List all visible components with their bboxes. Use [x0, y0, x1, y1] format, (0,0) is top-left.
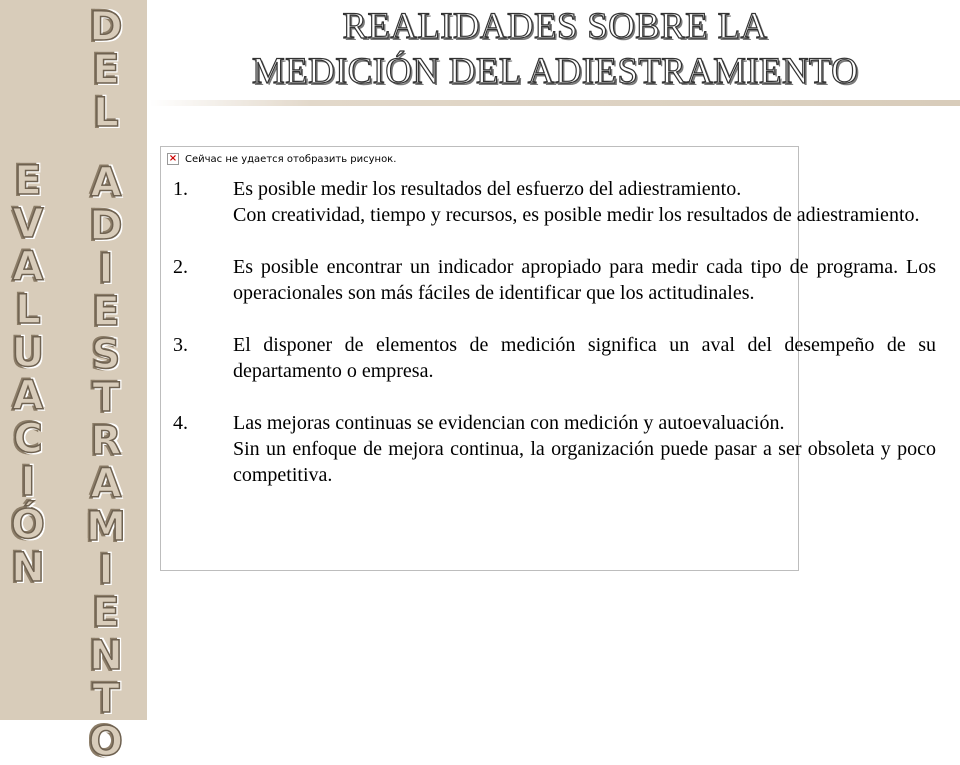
sidebar-letter: A	[12, 244, 44, 290]
list-item-number: 3.	[173, 334, 188, 356]
list-item-text: Es posible medir los resultados del esfuerzo del adiestramiento.	[233, 178, 742, 200]
sidebar-word-adiestramiento	[84, 162, 128, 764]
list-item-text: Es posible encontrar un indicador apropiado para medir cada tipo de programa. Los operacionales son más fáciles de identificar que los actitudinales.	[233, 256, 936, 304]
sidebar-word-del	[84, 6, 128, 135]
sidebar-letter: A	[12, 373, 44, 419]
sidebar-letter: D	[89, 4, 123, 50]
sidebar-letter: C	[13, 416, 43, 462]
sidebar-letter: Ó	[10, 502, 45, 548]
sidebar-letter: I	[20, 459, 36, 505]
sidebar-letter: D	[89, 203, 123, 249]
sidebar-letter: U	[11, 330, 45, 376]
sidebar-letter: L	[15, 287, 41, 333]
sidebar-letter: R	[90, 418, 122, 464]
list-item-text: Sin un enfoque de mejora continua, la organización puede pasar a ser obsoleta y poco competitiva.	[233, 438, 936, 486]
sidebar-letter: E	[92, 289, 120, 335]
sidebar-word-evaluacion	[6, 160, 50, 590]
sidebar-letter: V	[12, 201, 44, 247]
sidebar-banner	[0, 0, 147, 765]
sidebar-letter: E	[92, 590, 120, 636]
sidebar-letter: I	[98, 547, 114, 593]
list-item	[173, 254, 936, 306]
list-item-text: Las mejoras continuas se evidencian con medición y autoevaluación.	[233, 412, 785, 434]
list-item-number: 2.	[173, 256, 188, 278]
list-item-text: El disponer de elementos de medición significa un aval del desempeño de su departamento o empresa.	[233, 334, 936, 382]
sidebar-letter: N	[11, 545, 45, 591]
sidebar-letter: N	[89, 633, 123, 679]
sidebar-letter: E	[14, 158, 42, 204]
list-item	[173, 332, 936, 384]
content-list	[173, 176, 936, 514]
list-item-number: 1.	[173, 178, 188, 200]
slide-title	[150, 4, 960, 94]
slide-title-line-1: REALIDADES SOBRE LA	[342, 6, 768, 47]
sidebar-letter: L	[93, 90, 119, 136]
sidebar-letter: T	[92, 375, 120, 421]
list-item	[173, 176, 936, 228]
broken-image-message: Сейчас не удается отобразить рисунок.	[185, 154, 397, 165]
list-item-number: 4.	[173, 412, 188, 434]
slide-title-line-2: MEDICIÓN DEL ADIESTRAMIENTO	[251, 51, 859, 92]
list-item-text: Con creatividad, tiempo y recursos, es posible medir los resultados de adiestramiento.	[233, 204, 920, 226]
title-divider	[150, 100, 960, 106]
list-item	[173, 410, 936, 488]
sidebar-letter: E	[92, 47, 120, 93]
sidebar-letter: A	[90, 461, 122, 507]
sidebar-letter: T	[92, 676, 120, 722]
sidebar-letter: O	[88, 719, 123, 765]
broken-image-icon: ×	[168, 153, 178, 164]
sidebar-letter: M	[86, 504, 126, 550]
sidebar-letter: S	[91, 332, 121, 378]
sidebar-letter: A	[90, 160, 122, 206]
sidebar-letter: I	[98, 246, 114, 292]
